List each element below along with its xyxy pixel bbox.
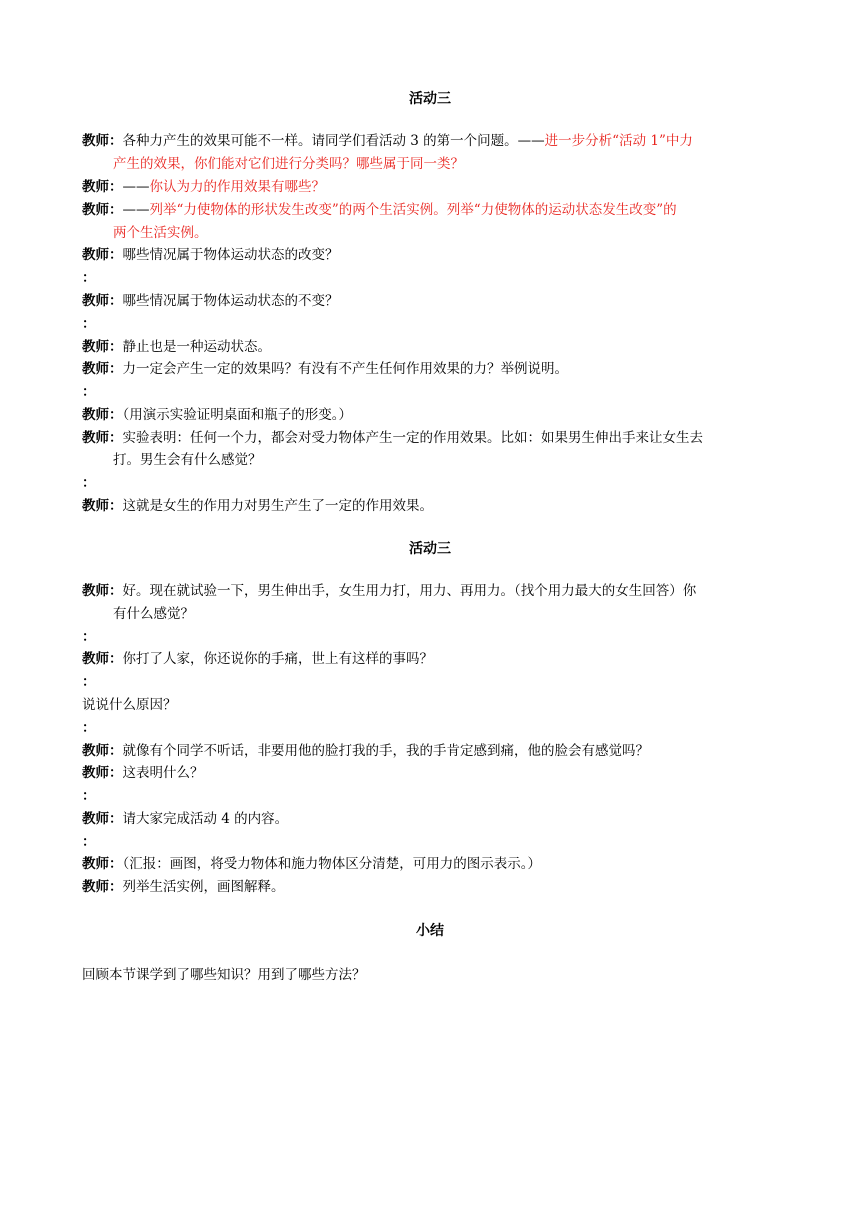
plain-line: 回顾本节课学到了哪些知识？用到了哪些方法？ xyxy=(82,967,366,983)
student-response-marker: ： xyxy=(82,629,96,645)
student-response-marker: ： xyxy=(82,384,96,400)
line-continuation: 打。男生会有什么感觉？ xyxy=(113,452,262,468)
speaker-label: 教师： xyxy=(82,339,123,355)
student-response-marker: ： xyxy=(82,475,96,491)
section-heading-summary: 小结 xyxy=(416,923,444,939)
student-response-marker: ： xyxy=(82,720,96,736)
dialogue-line xyxy=(82,580,782,603)
speaker-label: 教师： xyxy=(82,247,123,263)
dialogue-line xyxy=(82,648,782,671)
dialogue-line xyxy=(82,853,782,876)
line-text: 好。现在就试验一下，男生伸出手，女生用力打，用力、再用力。（找个用力最大的女生回答）你 xyxy=(122,583,697,599)
line-text: 这就是女生的作用力对男生产生了一定的作用效果。 xyxy=(122,498,433,514)
speaker-label: 教师： xyxy=(82,811,123,827)
dialogue-line xyxy=(82,290,782,313)
speaker-label: 教师： xyxy=(82,361,123,377)
speaker-label: 教师： xyxy=(82,430,123,446)
plain-line: 说说什么原因？ xyxy=(82,697,177,713)
highlight-text: 列举“力使物体的形状发生改变”的两个生活实例。列举“力使物体的运动状态发生改变”的 xyxy=(149,202,677,218)
dialogue-line xyxy=(82,336,782,359)
speaker-label: 教师： xyxy=(82,765,123,781)
speaker-label: 教师： xyxy=(82,293,123,309)
line-text: 这表明什么？ xyxy=(122,765,204,781)
dialogue-line xyxy=(82,130,782,153)
line-text: 静止也是一种运动状态。 xyxy=(122,339,271,355)
dialogue-line xyxy=(82,244,782,267)
speaker-label: 教师： xyxy=(82,879,123,895)
dialogue-line xyxy=(82,740,782,763)
speaker-label: 教师： xyxy=(82,743,123,759)
line-text: 实验表明：任何一个力，都会对受力物体产生一定的作用效果。比如：如果男生伸出手来让女生去 xyxy=(122,430,703,446)
dialogue-line xyxy=(82,808,782,831)
speaker-label: 教师： xyxy=(82,202,123,218)
dialogue-line xyxy=(82,176,782,199)
line-text: —— xyxy=(122,179,150,195)
student-response-marker: ： xyxy=(82,834,96,850)
speaker-label: 教师： xyxy=(82,133,123,149)
speaker-label: 教师： xyxy=(82,583,123,599)
speaker-label: 教师： xyxy=(82,498,123,514)
student-response-marker: ： xyxy=(82,788,96,804)
line-text: （汇报：画图，将受力物体和施力物体区分清楚，可用力的图示表示。） xyxy=(122,856,541,872)
line-text: 各种力产生的效果可能不一样。请同学们看活动 3 的第一个问题。—— xyxy=(122,133,545,149)
line-text: 就像有个同学不听话，非要用他的脸打我的手，我的手肯定感到痛，他的脸会有感觉吗？ xyxy=(122,743,649,759)
line-text: 你打了人家，你还说你的手痛，世上有这样的事吗？ xyxy=(122,651,433,667)
line-text: （用演示实验证明桌面和瓶子的形变。） xyxy=(122,407,352,423)
student-response-marker: ： xyxy=(82,270,96,286)
line-text: 哪些情况属于物体运动状态的改变？ xyxy=(122,247,339,263)
section-heading-activity-three: 活动三 xyxy=(409,91,451,107)
dialogue-line xyxy=(82,495,782,518)
line-text: 请大家完成活动 4 的内容。 xyxy=(122,811,289,827)
highlight-text: 你认为力的作用效果有哪些？ xyxy=(149,179,325,195)
dialogue-line xyxy=(82,876,782,899)
dialogue-line xyxy=(82,404,782,427)
speaker-label: 教师： xyxy=(82,179,123,195)
dialogue-line xyxy=(82,199,782,222)
highlight-text: 进一步分析“活动 1”中力 xyxy=(544,133,693,149)
section-heading-activity-three: 活动三 xyxy=(409,541,451,557)
line-text: 力一定会产生一定的效果吗？有没有不产生任何作用效果的力？举例说明。 xyxy=(122,361,568,377)
student-response-marker: ： xyxy=(82,674,96,690)
student-response-marker: ： xyxy=(82,316,96,332)
line-text: —— xyxy=(122,202,150,218)
dialogue-line xyxy=(82,358,782,381)
line-continuation: 产生的效果，你们能对它们进行分类吗？哪些属于同一类？ xyxy=(113,156,464,172)
line-continuation: 有什么感觉？ xyxy=(113,606,194,622)
speaker-label: 教师： xyxy=(82,856,123,872)
speaker-label: 教师： xyxy=(82,651,123,667)
line-continuation: 两个生活实例。 xyxy=(113,225,208,241)
speaker-label: 教师： xyxy=(82,407,123,423)
line-text: 哪些情况属于物体运动状态的不变？ xyxy=(122,293,339,309)
line-text: 列举生活实例，画图解释。 xyxy=(122,879,285,895)
dialogue-line xyxy=(82,427,782,450)
dialogue-line xyxy=(82,762,782,785)
